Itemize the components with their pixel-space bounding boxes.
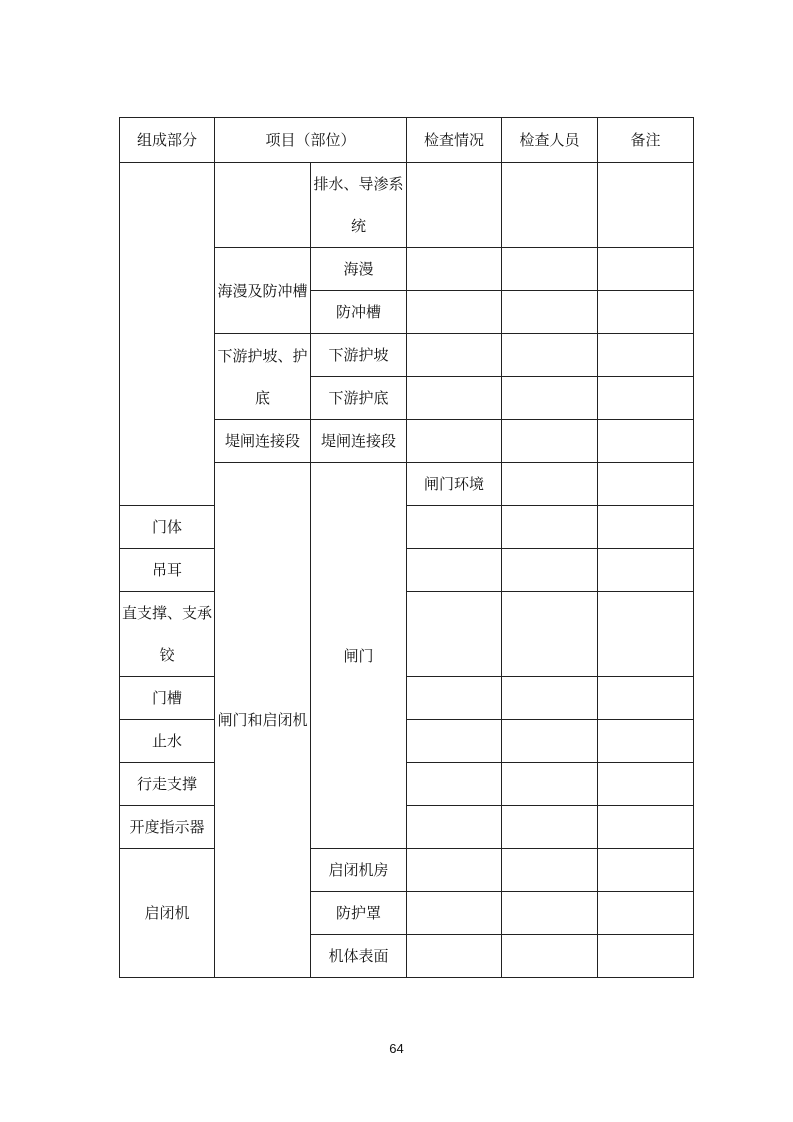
item-cell: 防护罩 <box>311 892 407 935</box>
table-row <box>120 163 694 248</box>
inspector-cell[interactable] <box>502 892 598 935</box>
inspector-cell[interactable] <box>502 806 598 849</box>
remarks-cell[interactable] <box>598 935 694 978</box>
inspector-cell[interactable] <box>502 377 598 420</box>
item-cell: 防冲槽 <box>311 291 407 334</box>
item-cell: 行走支撑 <box>120 763 215 806</box>
item-cell: 下游护坡 <box>311 334 407 377</box>
inspector-cell[interactable] <box>502 163 598 248</box>
remarks-cell[interactable] <box>598 592 694 677</box>
status-cell[interactable] <box>407 806 502 849</box>
item-cell: 闸门环境 <box>407 463 502 506</box>
inspector-cell[interactable] <box>502 420 598 463</box>
remarks-cell[interactable] <box>598 334 694 377</box>
inspector-cell[interactable] <box>502 935 598 978</box>
item-cell: 排水、导渗系统 <box>311 163 407 248</box>
status-cell[interactable] <box>407 549 502 592</box>
item-cell: 堤闸连接段 <box>311 420 407 463</box>
item-cell: 吊耳 <box>120 549 215 592</box>
remarks-cell[interactable] <box>598 506 694 549</box>
status-cell[interactable] <box>407 763 502 806</box>
status-cell[interactable] <box>407 248 502 291</box>
table-row <box>120 806 694 849</box>
page-number: 64 <box>389 1041 404 1056</box>
status-cell[interactable] <box>407 720 502 763</box>
status-cell[interactable] <box>407 935 502 978</box>
header-status: 检查情况 <box>407 118 502 163</box>
item-cell: 止水 <box>120 720 215 763</box>
status-cell[interactable] <box>407 592 502 677</box>
item-cell: 机体表面 <box>311 935 407 978</box>
table-row <box>120 592 694 677</box>
component-cell: 闸门和启闭机 <box>215 463 311 978</box>
inspector-cell[interactable] <box>502 677 598 720</box>
item-cell: 开度指示器 <box>120 806 215 849</box>
remarks-cell[interactable] <box>598 849 694 892</box>
inspector-cell[interactable] <box>502 720 598 763</box>
remarks-cell[interactable] <box>598 806 694 849</box>
item-cell: 直支撑、支承铰 <box>120 592 215 677</box>
project-group-cell: 堤闸连接段 <box>215 420 311 463</box>
table-row <box>120 849 694 892</box>
item-cell: 启闭机房 <box>311 849 407 892</box>
inspector-cell[interactable] <box>502 763 598 806</box>
table-row <box>120 677 694 720</box>
status-cell[interactable] <box>407 377 502 420</box>
table-row <box>120 506 694 549</box>
inspector-cell[interactable] <box>502 592 598 677</box>
project-group-cell-empty <box>215 163 311 248</box>
inspector-cell[interactable] <box>502 291 598 334</box>
inspector-cell[interactable] <box>502 549 598 592</box>
table-row <box>120 720 694 763</box>
inspector-cell[interactable] <box>502 849 598 892</box>
header-remarks: 备注 <box>598 118 694 163</box>
item-cell: 海漫 <box>311 248 407 291</box>
remarks-cell[interactable] <box>598 377 694 420</box>
remarks-cell[interactable] <box>598 420 694 463</box>
status-cell[interactable] <box>407 291 502 334</box>
inspector-cell[interactable] <box>502 334 598 377</box>
project-group-cell: 闸门 <box>311 463 407 849</box>
status-cell[interactable] <box>407 677 502 720</box>
inspection-table <box>119 117 694 978</box>
remarks-cell[interactable] <box>598 248 694 291</box>
remarks-cell[interactable] <box>598 549 694 592</box>
table-row <box>120 763 694 806</box>
item-cell: 门槽 <box>120 677 215 720</box>
header-row <box>120 118 694 163</box>
header-inspector: 检查人员 <box>502 118 598 163</box>
remarks-cell[interactable] <box>598 291 694 334</box>
remarks-cell[interactable] <box>598 892 694 935</box>
status-cell[interactable] <box>407 163 502 248</box>
project-group-cell: 下游护坡、护底 <box>215 334 311 420</box>
inspector-cell[interactable] <box>598 463 694 506</box>
inspector-cell[interactable] <box>502 506 598 549</box>
remarks-cell[interactable] <box>598 720 694 763</box>
item-cell: 下游护底 <box>311 377 407 420</box>
component-cell-empty <box>120 163 215 506</box>
header-component: 组成部分 <box>120 118 215 163</box>
project-group-cell: 启闭机 <box>120 849 215 978</box>
header-project: 项目（部位） <box>215 118 407 163</box>
status-cell[interactable] <box>407 892 502 935</box>
remarks-cell[interactable] <box>598 163 694 248</box>
project-group-cell: 海漫及防冲槽 <box>215 248 311 334</box>
item-cell: 门体 <box>120 506 215 549</box>
status-cell[interactable] <box>407 506 502 549</box>
table-row <box>120 549 694 592</box>
status-cell[interactable] <box>407 849 502 892</box>
inspector-cell[interactable] <box>502 248 598 291</box>
status-cell[interactable] <box>407 420 502 463</box>
remarks-cell[interactable] <box>598 763 694 806</box>
status-cell[interactable] <box>502 463 598 506</box>
remarks-cell[interactable] <box>598 677 694 720</box>
status-cell[interactable] <box>407 334 502 377</box>
